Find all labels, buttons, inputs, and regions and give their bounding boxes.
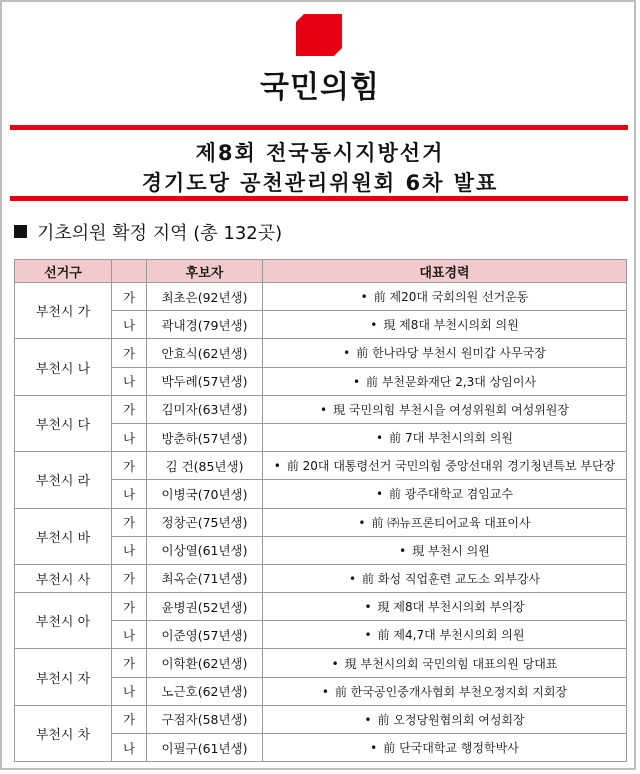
career-text: 前 한나라당 부천시 원미갑 사무국장 bbox=[356, 346, 546, 361]
candidate-name: 최초은(92년생) bbox=[147, 283, 263, 311]
career-text: 前 ㈜뉴프론티어교육 대표이사 bbox=[371, 515, 531, 530]
slot-label: 가 bbox=[112, 649, 147, 677]
table-row bbox=[15, 452, 627, 480]
bullet-icon: • bbox=[370, 318, 378, 333]
district-name: 부천시 라 bbox=[15, 452, 112, 508]
bullet-icon: • bbox=[370, 741, 378, 756]
candidate-name: 이필구(61년생) bbox=[147, 734, 263, 762]
square-bullet-icon bbox=[14, 225, 27, 238]
slot-label: 나 bbox=[112, 677, 147, 705]
slot-label: 가 bbox=[112, 705, 147, 733]
slot-label: 나 bbox=[112, 734, 147, 762]
header-career: 대표경력 bbox=[263, 260, 627, 283]
bullet-icon: • bbox=[375, 487, 384, 502]
header-district: 선거구 bbox=[15, 260, 112, 283]
table-header-row bbox=[15, 260, 627, 283]
career-text: 現 부천시 의원 bbox=[412, 543, 490, 558]
career-text: 前 20대 대통령선거 국민의힘 중앙선대위 경기청년특보 부단장 bbox=[286, 459, 616, 474]
candidate-name: 이상열(61년생) bbox=[147, 536, 263, 564]
career-text: 前 한국공인중개사협회 부천오정지회 지회장 bbox=[334, 684, 568, 699]
career-cell bbox=[263, 677, 627, 705]
slot-label: 가 bbox=[112, 564, 147, 592]
district-name: 부천시 아 bbox=[15, 593, 112, 649]
document-title-line2: 경기도당 공천관리위원회 6차 발표 bbox=[141, 171, 499, 195]
career-text: 現 제8대 부천시의회 의원 bbox=[383, 318, 519, 333]
candidate-name: 이학환(62년생) bbox=[147, 649, 263, 677]
candidate-table bbox=[14, 259, 627, 762]
bullet-icon: • bbox=[320, 402, 328, 417]
table-row bbox=[15, 593, 627, 621]
header-slot bbox=[112, 260, 147, 283]
candidate-name: 정창곤(75년생) bbox=[147, 508, 263, 536]
candidate-name: 김 건(85년생) bbox=[147, 452, 263, 480]
career-text: 現 부천시의회 국민의힘 대표의원 당대표 bbox=[344, 656, 558, 671]
party-logo-icon bbox=[296, 14, 342, 56]
district-name: 부천시 자 bbox=[15, 649, 112, 705]
career-text: 前 광주대학교 겸임교수 bbox=[389, 487, 514, 502]
slot-label: 가 bbox=[112, 395, 147, 423]
career-cell bbox=[263, 339, 627, 367]
career-cell bbox=[263, 283, 627, 311]
slot-label: 나 bbox=[112, 621, 147, 649]
candidate-name: 곽내경(79년생) bbox=[147, 311, 263, 339]
section-heading-text: 기초의원 확정 지역 (총 132곳) bbox=[37, 223, 283, 244]
district-name: 부천시 차 bbox=[15, 705, 112, 761]
career-cell bbox=[263, 452, 627, 480]
bullet-icon: • bbox=[343, 346, 351, 361]
career-text: 前 오정당원협의회 여성회장 bbox=[377, 712, 525, 727]
bullet-icon: • bbox=[331, 656, 339, 671]
table-row bbox=[15, 395, 627, 423]
bullet-icon: • bbox=[399, 543, 407, 558]
slot-label: 가 bbox=[112, 283, 147, 311]
slot-label: 나 bbox=[112, 480, 147, 508]
table-row bbox=[15, 564, 627, 592]
career-text: 前 7대 부천시의회 의원 bbox=[389, 431, 513, 446]
bullet-icon: • bbox=[358, 515, 366, 530]
table-body bbox=[15, 283, 627, 762]
table-row bbox=[15, 339, 627, 367]
table-row bbox=[15, 508, 627, 536]
district-name: 부천시 가 bbox=[15, 283, 112, 339]
slot-label: 가 bbox=[112, 593, 147, 621]
career-cell bbox=[263, 649, 627, 677]
table-row bbox=[15, 649, 627, 677]
district-name: 부천시 다 bbox=[15, 395, 112, 451]
career-cell bbox=[263, 395, 627, 423]
candidate-name: 방춘하(57년생) bbox=[147, 423, 263, 451]
career-cell bbox=[263, 705, 627, 733]
district-name: 부천시 나 bbox=[15, 339, 112, 395]
career-cell bbox=[263, 508, 627, 536]
career-cell bbox=[263, 593, 627, 621]
career-cell bbox=[263, 480, 627, 508]
career-cell bbox=[263, 536, 627, 564]
candidate-name: 윤병권(52년생) bbox=[147, 593, 263, 621]
bullet-icon: • bbox=[360, 290, 368, 305]
slot-label: 가 bbox=[112, 508, 147, 536]
candidate-name: 이준영(57년생) bbox=[147, 621, 263, 649]
career-text: 前 단국대학교 행정학박사 bbox=[383, 741, 519, 756]
career-text: 前 화성 직업훈련 교도소 외부강사 bbox=[362, 571, 541, 586]
career-cell bbox=[263, 564, 627, 592]
candidate-name: 구점자(58년생) bbox=[147, 705, 263, 733]
bullet-icon: • bbox=[364, 628, 372, 643]
table-row bbox=[15, 705, 627, 733]
career-cell bbox=[263, 311, 627, 339]
bullet-icon: • bbox=[376, 431, 384, 446]
bullet-icon: • bbox=[364, 600, 372, 615]
candidate-name: 이병국(70년생) bbox=[147, 480, 263, 508]
table-row bbox=[15, 283, 627, 311]
candidate-name: 박두례(57년생) bbox=[147, 367, 263, 395]
document-title-line1: 제8회 전국동시지방선거 bbox=[195, 141, 445, 165]
slot-label: 가 bbox=[112, 339, 147, 367]
party-name: 국민의힘 bbox=[260, 70, 380, 105]
section-heading bbox=[14, 219, 282, 245]
candidate-name: 안효식(62년생) bbox=[147, 339, 263, 367]
career-text: 前 제4,7대 부천시의회 의원 bbox=[377, 628, 525, 643]
bullet-icon: • bbox=[273, 459, 281, 474]
slot-label: 나 bbox=[112, 536, 147, 564]
career-text: 現 국민의힘 부천시을 여성위원회 여성위원장 bbox=[333, 402, 569, 417]
district-name: 부천시 바 bbox=[15, 508, 112, 564]
career-cell bbox=[263, 734, 627, 762]
career-text: 現 제8대 부천시의회 부의장 bbox=[377, 600, 525, 615]
slot-label: 나 bbox=[112, 423, 147, 451]
slot-label: 나 bbox=[112, 311, 147, 339]
career-text: 前 제20대 국회의원 선거운동 bbox=[373, 290, 529, 305]
slot-label: 가 bbox=[112, 452, 147, 480]
title-rule-bottom bbox=[10, 196, 628, 201]
bullet-icon: • bbox=[364, 712, 372, 727]
candidate-name: 노근호(62년생) bbox=[147, 677, 263, 705]
header-candidate: 후보자 bbox=[147, 260, 263, 283]
career-cell bbox=[263, 621, 627, 649]
district-name: 부천시 사 bbox=[15, 564, 112, 592]
candidate-name: 최옥순(71년생) bbox=[147, 564, 263, 592]
candidate-name: 김미자(63년생) bbox=[147, 395, 263, 423]
bullet-icon: • bbox=[348, 571, 357, 586]
career-cell bbox=[263, 367, 627, 395]
career-cell bbox=[263, 423, 627, 451]
slot-label: 나 bbox=[112, 367, 147, 395]
title-rule-top bbox=[10, 125, 628, 130]
career-text: 前 부천문화재단 2,3대 상임이사 bbox=[366, 374, 537, 389]
bullet-icon: • bbox=[352, 374, 361, 389]
bullet-icon: • bbox=[321, 684, 329, 699]
